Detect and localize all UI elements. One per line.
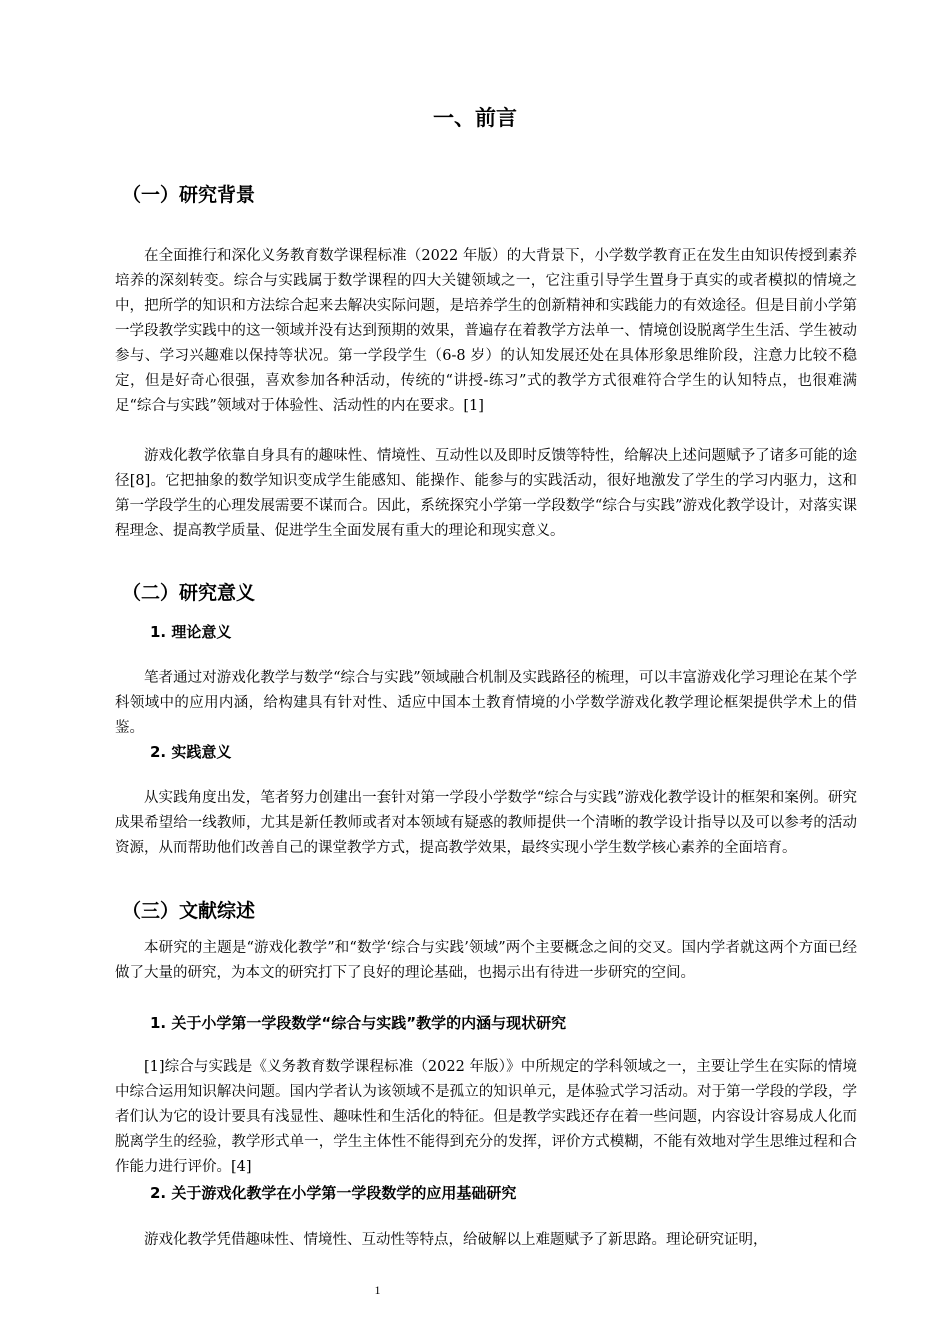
section-heading-literature: （三）文献综述 [122,900,256,922]
paragraph-practice: 从实践角度出发，笔者努力创建出一套针对第一学段小学数学“综合与实践”游戏化教学设计的框架和案例。研究成果希望给一线教师，尤其是新任教师或者对本领域有疑惑的教师提供一个清晰的教学设计指导以及可以参考的活动资源，从而帮助他们改善自己的课堂教学方式，提高教学效果，最终实现小学生数学核心素养的全面培育。 [115,790,857,856]
paragraph-theory: 笔者通过对游戏化教学与数学“综合与实践”领域融合机制及实践路径的梳理，可以丰富游戏化学习理论在某个学科领域中的应用内涵，给构建具有针对性、适应中国本土教育情境的小学数学游戏化教学理论框架提供学术上的借鉴。 [115,670,857,736]
subheading-practice: 2. 实践意义 [150,743,232,761]
chapter-title: 一、前言 [433,106,517,130]
page-number: 1 [374,1283,381,1297]
section-heading-background: （一）研究背景 [122,184,256,206]
paragraph-background-1: 在全面推行和深化义务教育数学课程标准（2022 年版）的大背景下，小学数学教育正在发生由知识传授到素养培养的深刻转变。综合与实践属于数学课程的四大关键领域之一，它注重引导学生置身于真实的或者模拟的情境之中，把所学的知识和方法综合起来去解决实际问题，是培养学生的创新精神和实践能力的有效途径。但是目前小学第一学段教学实践中的这一领域并没有达到预期的效果，普遍存在着教学方法单一、情境创设脱离学生生活、学生被动参与、学习兴趣难以保持等状况。第一学段学生（6-8 岁）的认知发展还处在具体形象思维阶段，注意力比较不稳定，但是好奇心很强，喜欢参加各种活动，传统的“讲授-练习”式的教学方式很难符合学生的认知特点，也很难满足“综合与实践”领域对于体验性、活动性的内在要求。[1] [115,248,857,414]
section-heading-significance: （二）研究意义 [122,582,256,604]
subheading-literature-2: 2. 关于游戏化教学在小学第一学段数学的应用基础研究 [150,1184,517,1202]
subheading-theory: 1. 理论意义 [150,623,232,641]
paragraph-literature-2: 游戏化教学凭借趣味性、情境性、互动性等特点，给破解以上难题赋予了新思路。理论研究证明， [144,1232,768,1248]
paragraph-literature-intro: 本研究的主题是“游戏化教学”和“数学‘综合与实践’领域”两个主要概念之间的交叉。国内学者就这两个方面已经做了大量的研究，为本文的研究打下了良好的理论基础，也揭示出有待进一步研究的空间。 [115,940,857,981]
paragraph-background-2: 游戏化教学依靠自身具有的趣味性、情境性、互动性以及即时反馈等特性，给解决上述问题赋予了诸多可能的途径[8]。它把抽象的数学知识变成学生能感知、能操作、能参与的实践活动，很好地激发了学生的学习内驱力，这和第一学段学生的心理发展需要不谋而合。因此，系统探究小学第一学段数学“综合与实践”游戏化教学设计，对落实课程理念、提高教学质量、促进学生全面发展有重大的理论和现实意义。 [115,448,857,539]
subheading-literature-1: 1. 关于小学第一学段数学“综合与实践”教学的内涵与现状研究 [150,1014,567,1032]
paragraph-literature-1: [1]综合与实践是《义务教育数学课程标准（2022 年版）》中所规定的学科领域之一，主要让学生在实际的情境中综合运用知识解决问题。国内学者认为该领域不是孤立的知识单元，是体验式学习活动。对于第一学段的学段，学者们认为它的设计要具有浅显性、趣味性和生活化的特征。但是教学实践还存在着一些问题，内容设计容易成人化而脱离学生的经验，教学形式单一，学生主体性不能得到充分的发挥，评价方式模糊，不能有效地对学生思维过程和合作能力进行评价。[4] [115,1059,857,1175]
